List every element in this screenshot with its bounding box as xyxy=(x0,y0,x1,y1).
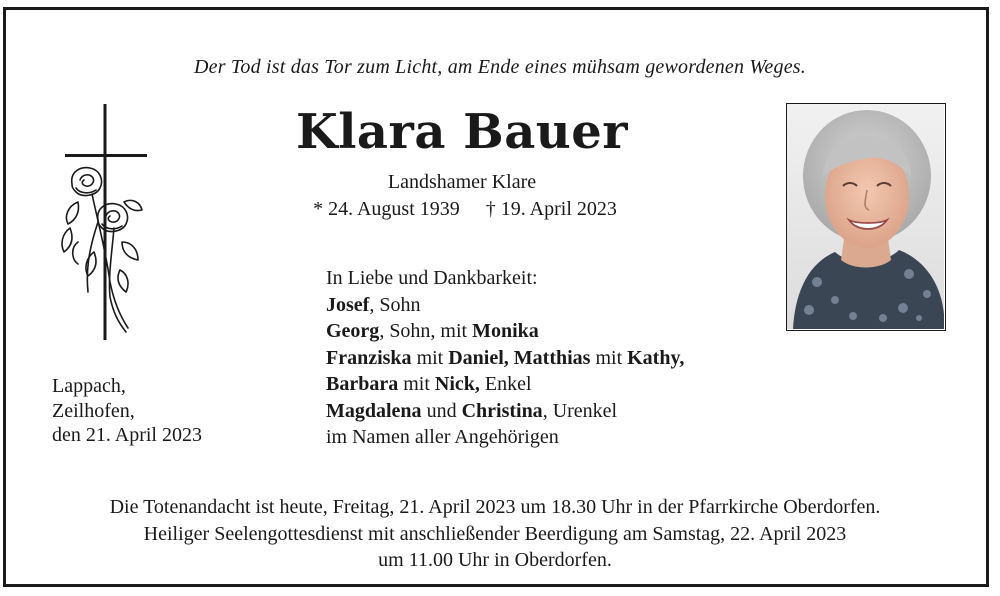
mourner-name: Josef xyxy=(326,293,370,316)
mourner-line xyxy=(326,318,684,345)
service-announcement xyxy=(0,494,990,574)
mourner-line xyxy=(326,398,684,425)
mourner-name: Christina xyxy=(461,399,543,422)
deceased-nickname: Landshamer Klare xyxy=(387,171,537,193)
death-date: † 19. April 2023 xyxy=(485,198,617,220)
place-line-1: Lappach, xyxy=(52,375,126,397)
mourner-relation: mit xyxy=(590,346,628,369)
deceased-name: Klara Bauer xyxy=(295,104,629,160)
mourner-relation: und xyxy=(421,399,462,422)
mourner-relation: , Urenkel xyxy=(542,399,618,422)
mourner-name: Magdalena xyxy=(326,399,422,422)
mourner-relation: mit xyxy=(411,346,449,369)
mourner-relation: , Sohn xyxy=(369,293,421,316)
motto-quote: Der Tod ist das Tor zum Licht, am Ende eines mühsam gewordenen Weges. xyxy=(194,56,806,78)
funeral-time: um 11.00 Uhr in Oberdorfen. xyxy=(378,549,612,571)
mourner-name: Franziska xyxy=(326,346,412,369)
mourner-line xyxy=(326,371,684,398)
mourners-closing: im Namen aller Angehörigen xyxy=(326,426,559,448)
mourner-name: Daniel, Matthias xyxy=(448,346,591,369)
place-line-2: Zeilhofen, xyxy=(52,399,135,422)
funeral-info: Heiliger Seelengottesdienst mit anschließender Beerdigung am Samstag, 22. April 2023 xyxy=(143,522,847,545)
mourner-lines xyxy=(326,292,684,425)
wake-info: Die Totenandacht ist heute, Freitag, 21. April 2023 um 18.30 Uhr in der Pfarrkirche Oberdorfen. xyxy=(109,496,881,518)
mourner-line xyxy=(326,345,684,372)
place-and-date xyxy=(52,374,202,448)
mourners-intro: In Liebe und Dankbarkeit: xyxy=(326,267,538,289)
mourner-name: Monika xyxy=(472,320,539,342)
life-dates xyxy=(200,198,730,221)
mourner-relation: , Sohn, mit xyxy=(379,320,473,342)
portrait-photo xyxy=(786,103,946,331)
place-date-line: den 21. April 2023 xyxy=(52,424,202,446)
mourners-list xyxy=(326,265,684,451)
mourner-relation: Enkel xyxy=(479,373,532,395)
mourner-name: Barbara xyxy=(326,373,399,395)
mourner-line xyxy=(326,292,684,319)
mourner-name: Kathy, xyxy=(627,346,685,369)
mourner-relation: mit xyxy=(398,373,435,395)
birth-date: * 24. August 1939 xyxy=(313,198,460,220)
mourner-name: Nick, xyxy=(434,373,480,395)
cross-with-roses-icon xyxy=(58,102,154,344)
mourner-name: Georg xyxy=(326,320,380,342)
